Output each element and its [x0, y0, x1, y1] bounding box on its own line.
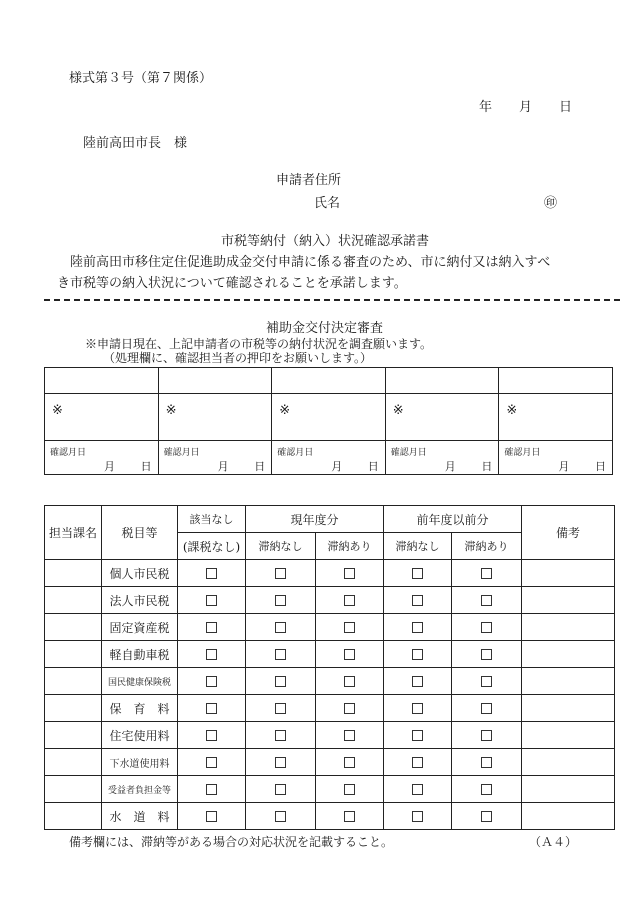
current-arrears-checkbox[interactable]: [344, 649, 355, 660]
previous-arrears-checkbox[interactable]: [481, 568, 492, 579]
current-no-arrears-checkbox[interactable]: [275, 622, 286, 633]
stamp-cell[interactable]: [272, 368, 386, 394]
not-applicable-checkbox-cell: [178, 641, 246, 668]
previous-arrears-checkbox[interactable]: [481, 649, 492, 660]
stamp-cell[interactable]: [158, 368, 272, 394]
remarks-cell[interactable]: [522, 722, 615, 749]
previous-arrears-checkbox[interactable]: [481, 676, 492, 687]
previous-no-arrears-checkbox[interactable]: [412, 622, 423, 633]
confirm-date-label: 確認月日: [390, 448, 427, 458]
current-no-arrears-checkbox[interactable]: [275, 784, 286, 795]
previous-arrears-checkbox-cell: [452, 776, 522, 803]
confirm-month-label: 月: [104, 460, 115, 473]
previous-arrears-checkbox-cell: [452, 614, 522, 641]
confirm-date-cell[interactable]: [499, 441, 613, 475]
current-no-arrears-checkbox[interactable]: [275, 757, 286, 768]
stamp-area[interactable]: [158, 394, 272, 441]
not-applicable-checkbox[interactable]: [206, 757, 217, 768]
previous-no-arrears-checkbox[interactable]: [412, 757, 423, 768]
current-no-arrears-checkbox-cell: [246, 722, 316, 749]
previous-arrears-checkbox-cell: [452, 803, 522, 830]
remarks-cell[interactable]: [522, 803, 615, 830]
current-arrears-checkbox[interactable]: [344, 568, 355, 579]
remarks-cell[interactable]: [522, 749, 615, 776]
current-no-arrears-checkbox[interactable]: [275, 730, 286, 741]
tax-item-name: 法人市民税: [102, 587, 178, 614]
asterisk-mark: ※: [279, 403, 291, 418]
stamp-cell[interactable]: [45, 368, 159, 394]
previous-arrears-checkbox-cell: [452, 695, 522, 722]
current-arrears-header: 滞納あり: [316, 533, 384, 560]
confirm-day-label: 日: [481, 460, 493, 473]
previous-arrears-checkbox[interactable]: [481, 811, 492, 822]
remarks-cell[interactable]: [522, 695, 615, 722]
footer-note: 備考欄には、滞納等がある場合の対応状況を記載すること。: [69, 835, 394, 849]
confirmation-table: [44, 367, 613, 475]
not-applicable-checkbox-cell: [178, 695, 246, 722]
dept-cell[interactable]: [45, 668, 102, 695]
current-no-arrears-checkbox-cell: [246, 668, 316, 695]
tax-row: [45, 722, 615, 749]
current-no-arrears-checkbox[interactable]: [275, 595, 286, 606]
dept-cell[interactable]: [45, 695, 102, 722]
current-arrears-checkbox-cell: [316, 722, 384, 749]
current-no-arrears-checkbox-cell: [246, 803, 316, 830]
current-arrears-checkbox-cell: [316, 668, 384, 695]
previous-no-arrears-checkbox[interactable]: [412, 703, 423, 714]
current-no-arrears-checkbox-cell: [246, 695, 316, 722]
current-no-arrears-checkbox-cell: [246, 749, 316, 776]
previous-no-arrears-checkbox-cell: [384, 803, 452, 830]
asterisk-mark: ※: [392, 403, 404, 418]
previous-no-arrears-checkbox-cell: [384, 614, 452, 641]
form-number: 様式第３号（第７関係）: [69, 71, 213, 86]
previous-no-arrears-checkbox[interactable]: [412, 676, 423, 687]
tax-item-name: 国民健康保険税: [102, 668, 178, 695]
review-note-2: （処理欄に、確認担当者の押印をお願いします。）: [103, 351, 373, 365]
confirm-month-label: 月: [444, 460, 456, 473]
not-applicable-header: 該当なし: [178, 506, 246, 533]
confirm-date-cell[interactable]: [158, 441, 272, 475]
cut-line-separator: [44, 299, 620, 301]
stamp-area[interactable]: [499, 394, 613, 441]
consent-body-line2: き市税等の納入状況について確認されることを承諾します。: [57, 276, 407, 291]
stamp-cell[interactable]: [499, 368, 613, 394]
previous-arrears-checkbox[interactable]: [481, 703, 492, 714]
current-arrears-checkbox[interactable]: [344, 622, 355, 633]
not-applicable-checkbox-cell: [178, 776, 246, 803]
not-applicable-checkbox-cell: [178, 614, 246, 641]
date-day-label: 日: [559, 100, 573, 115]
previous-arrears-checkbox-cell: [452, 587, 522, 614]
previous-no-arrears-checkbox-cell: [384, 722, 452, 749]
stamp-cell[interactable]: [385, 368, 499, 394]
not-applicable-checkbox[interactable]: [206, 703, 217, 714]
current-arrears-checkbox-cell: [316, 614, 384, 641]
tax-row: [45, 560, 615, 587]
review-title: 補助金交付決定審査: [266, 321, 384, 336]
current-arrears-checkbox[interactable]: [344, 676, 355, 687]
confirm-day-label: 日: [140, 460, 152, 473]
confirm-date-cell[interactable]: [272, 441, 386, 475]
previous-no-arrears-checkbox-cell: [384, 749, 452, 776]
tax-row: [45, 776, 615, 803]
previous-arrears-header: 滞納あり: [452, 533, 522, 560]
confirm-date-label: 確認月日: [504, 448, 541, 458]
tax-item-name: 個人市民税: [102, 560, 178, 587]
current-arrears-checkbox[interactable]: [344, 730, 355, 741]
tax-item-name: 保 育 料: [102, 695, 178, 722]
current-arrears-checkbox-cell: [316, 776, 384, 803]
consent-title: 市税等納付（納入）状況確認承諾書: [221, 234, 430, 249]
tax-row: [45, 749, 615, 776]
confirm-day-label: 日: [254, 460, 266, 473]
current-no-arrears-checkbox-cell: [246, 776, 316, 803]
current-no-arrears-checkbox-cell: [246, 641, 316, 668]
current-arrears-checkbox-cell: [316, 641, 384, 668]
previous-no-arrears-checkbox[interactable]: [412, 568, 423, 579]
tax-item-name: 水 道 料: [102, 803, 178, 830]
current-arrears-checkbox[interactable]: [344, 703, 355, 714]
tax-row: [45, 641, 615, 668]
tax-row: [45, 587, 615, 614]
previous-arrears-checkbox-cell: [452, 749, 522, 776]
current-no-arrears-checkbox[interactable]: [275, 649, 286, 660]
previous-no-arrears-checkbox-cell: [384, 641, 452, 668]
review-note-1: ※申請日現在、上記申請者の市税等の納付状況を調査願います。: [85, 337, 433, 351]
dept-cell[interactable]: [45, 614, 102, 641]
not-applicable-checkbox-cell: [178, 560, 246, 587]
tax-row: [45, 614, 615, 641]
asterisk-mark: ※: [165, 403, 177, 418]
not-applicable-checkbox[interactable]: [206, 730, 217, 741]
not-applicable-checkbox[interactable]: [206, 784, 217, 795]
previous-no-arrears-checkbox-cell: [384, 668, 452, 695]
dept-header: 担当課名: [45, 506, 102, 560]
confirm-day-label: 日: [367, 460, 379, 473]
current-arrears-checkbox-cell: [316, 587, 384, 614]
current-no-arrears-checkbox[interactable]: [275, 568, 286, 579]
current-no-arrears-checkbox-cell: [246, 560, 316, 587]
remarks-cell[interactable]: [522, 560, 615, 587]
not-applicable-checkbox-cell: [178, 668, 246, 695]
stamp-area[interactable]: [385, 394, 499, 441]
tax-item-name: 受益者負担金等: [102, 776, 178, 803]
previous-arrears-checkbox-cell: [452, 641, 522, 668]
tax-row: [45, 803, 615, 830]
not-applicable-checkbox-cell: [178, 803, 246, 830]
not-applicable-checkbox[interactable]: [206, 649, 217, 660]
current-arrears-checkbox[interactable]: [344, 595, 355, 606]
tax-status-table: [44, 505, 615, 830]
confirm-date-cell[interactable]: [45, 441, 159, 475]
paper-size-label: （Ａ４）: [529, 835, 578, 849]
previous-no-arrears-checkbox[interactable]: [412, 811, 423, 822]
not-applicable-checkbox[interactable]: [206, 595, 217, 606]
current-arrears-checkbox-cell: [316, 560, 384, 587]
current-no-arrears-checkbox[interactable]: [275, 676, 286, 687]
previous-arrears-checkbox-cell: [452, 560, 522, 587]
current-no-arrears-checkbox-cell: [246, 614, 316, 641]
dept-cell[interactable]: [45, 587, 102, 614]
item-header: 税目等: [102, 506, 178, 560]
tax-row: [45, 695, 615, 722]
confirm-date-label: 確認月日: [163, 448, 200, 458]
current-no-arrears-checkbox[interactable]: [275, 703, 286, 714]
previous-no-arrears-header: 滞納なし: [384, 533, 452, 560]
not-applicable-checkbox-cell: [178, 722, 246, 749]
previous-arrears-checkbox-cell: [452, 668, 522, 695]
previous-no-arrears-checkbox-cell: [384, 587, 452, 614]
asterisk-mark: ※: [52, 403, 63, 418]
dept-cell[interactable]: [45, 776, 102, 803]
confirm-day-label: 日: [595, 460, 606, 473]
current-no-arrears-checkbox-cell: [246, 587, 316, 614]
current-arrears-checkbox-cell: [316, 695, 384, 722]
not-applicable-checkbox-cell: [178, 587, 246, 614]
not-applicable-checkbox[interactable]: [206, 676, 217, 687]
confirm-month-label: 月: [217, 460, 229, 473]
dept-cell[interactable]: [45, 560, 102, 587]
current-year-header: 現年度分: [246, 506, 384, 533]
current-no-arrears-header: 滞納なし: [246, 533, 316, 560]
not-applicable-subheader: (課税なし): [178, 533, 246, 560]
not-applicable-checkbox[interactable]: [206, 811, 217, 822]
previous-no-arrears-checkbox-cell: [384, 695, 452, 722]
current-arrears-checkbox[interactable]: [344, 757, 355, 768]
confirm-month-label: 月: [558, 460, 570, 473]
previous-arrears-checkbox[interactable]: [481, 784, 492, 795]
remarks-cell[interactable]: [522, 776, 615, 803]
stamp-area[interactable]: [272, 394, 386, 441]
remarks-cell[interactable]: [522, 641, 615, 668]
dept-cell[interactable]: [45, 749, 102, 776]
remarks-header: 備考: [522, 506, 615, 560]
seal-mark: ㊞: [544, 196, 558, 211]
consent-body-line1: 陸前高田市移住定住促進助成金交付申請に係る審査のため、市に納付又は納入すべ: [70, 255, 551, 270]
current-arrears-checkbox[interactable]: [344, 811, 355, 822]
remarks-cell[interactable]: [522, 614, 615, 641]
confirm-date-cell[interactable]: [385, 441, 499, 475]
tax-item-name: 軽自動車税: [102, 641, 178, 668]
not-applicable-checkbox[interactable]: [206, 568, 217, 579]
tax-item-name: 下水道使用料: [102, 749, 178, 776]
applicant-name-label: 氏名: [314, 196, 341, 211]
current-arrears-checkbox[interactable]: [344, 784, 355, 795]
previous-no-arrears-checkbox[interactable]: [412, 730, 423, 741]
previous-arrears-checkbox-cell: [452, 722, 522, 749]
previous-arrears-checkbox[interactable]: [481, 730, 492, 741]
previous-no-arrears-checkbox[interactable]: [412, 784, 423, 795]
dept-cell[interactable]: [45, 641, 102, 668]
previous-years-header: 前年度以前分: [384, 506, 522, 533]
stamp-area[interactable]: [45, 394, 159, 441]
dept-cell[interactable]: [45, 722, 102, 749]
not-applicable-checkbox-cell: [178, 749, 246, 776]
current-no-arrears-checkbox[interactable]: [275, 811, 286, 822]
tax-item-name: 住宅使用料: [102, 722, 178, 749]
tax-row: [45, 668, 615, 695]
applicant-address-label: 申請者住所: [276, 173, 342, 188]
dept-cell[interactable]: [45, 803, 102, 830]
date-year-label: 年: [479, 100, 493, 115]
asterisk-mark: ※: [506, 403, 518, 418]
previous-arrears-checkbox[interactable]: [481, 757, 492, 768]
previous-no-arrears-checkbox-cell: [384, 560, 452, 587]
confirm-date-label: 確認月日: [277, 448, 314, 458]
previous-arrears-checkbox[interactable]: [481, 622, 492, 633]
current-arrears-checkbox-cell: [316, 803, 384, 830]
confirm-date-label: 確認月日: [50, 448, 87, 458]
current-arrears-checkbox-cell: [316, 749, 384, 776]
date-month-label: 月: [519, 100, 533, 115]
confirm-month-label: 月: [331, 460, 343, 473]
tax-item-name: 固定資産税: [102, 614, 178, 641]
previous-no-arrears-checkbox[interactable]: [412, 595, 423, 606]
addressee: 陸前高田市長 様: [83, 136, 188, 151]
previous-no-arrears-checkbox-cell: [384, 776, 452, 803]
previous-arrears-checkbox[interactable]: [481, 595, 492, 606]
not-applicable-checkbox[interactable]: [206, 622, 217, 633]
previous-no-arrears-checkbox[interactable]: [412, 649, 423, 660]
remarks-cell[interactable]: [522, 668, 615, 695]
remarks-cell[interactable]: [522, 587, 615, 614]
